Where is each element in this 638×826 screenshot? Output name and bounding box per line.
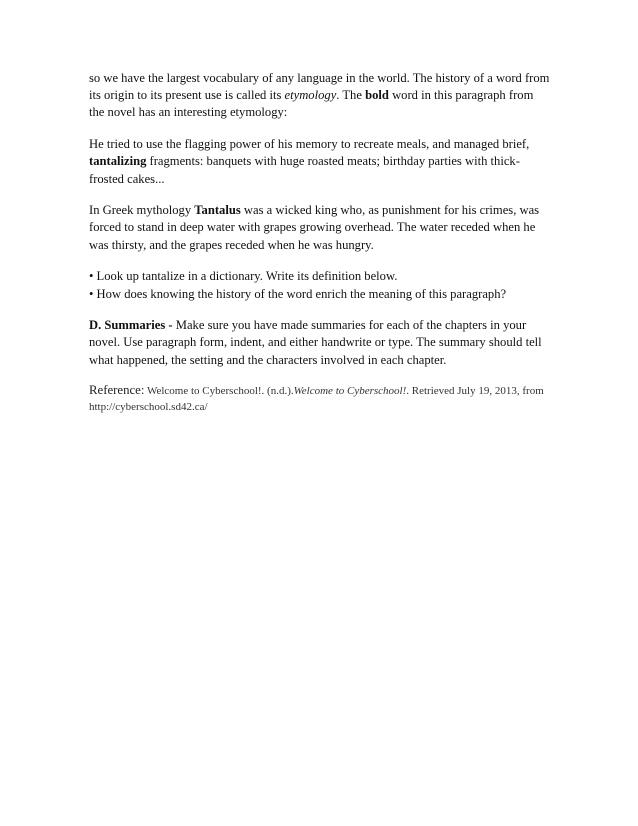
bullet-item-history: • How does knowing the history of the word enrich the meaning of this paragraph? (89, 286, 507, 301)
reference-text-1: Welcome to Cyberschool!. (n.d.). (144, 385, 294, 398)
bold-word: bold (365, 88, 389, 103)
summaries-paragraph (89, 317, 551, 369)
tantalus-text-2: was a wicked king who, as punishment for his crimes, was forced to stand in deep water with grapes growing overhead. The water receded when he was thirsty, and the grapes receded when he was hungry. (89, 203, 540, 252)
reference-label: Reference: (89, 383, 145, 398)
reference-paragraph (89, 383, 551, 415)
tantalus-word: Tantalus (194, 203, 241, 218)
etymology-term: etymology (284, 88, 337, 103)
summaries-heading: D. Summaries - (89, 318, 173, 333)
novel-quote-paragraph (89, 136, 551, 188)
bullet-item-dictionary: • Look up tantalize in a dictionary. Write its definition below. (89, 269, 398, 284)
reference-title: Welcome to Cyberschool! (293, 385, 407, 398)
quote-text-2: fragments: banquets with huge roasted meats; birthday parties with thick-frosted cakes... (89, 154, 520, 186)
etymology-text-2: . The (336, 88, 366, 103)
etymology-text-1: so we have the largest vocabulary of any language in the world. The history of a word from its origin to its present use is called its (89, 71, 550, 103)
document-body (89, 70, 551, 430)
quote-text-1: He tried to use the flagging power of his memory to recreate meals, and managed brief, (89, 137, 530, 152)
task-bullet-list (89, 268, 551, 302)
tantalus-paragraph (89, 202, 551, 254)
etymology-text-3: word in this paragraph from the novel has an interesting etymology: (89, 88, 534, 120)
reference-text-2: . Retrieved July 19, 2013, from http://cyberschool.sd42.ca/ (89, 385, 544, 413)
tantalizing-word: tantalizing (89, 154, 147, 169)
tantalus-text-1: In Greek mythology (89, 203, 195, 218)
etymology-paragraph (89, 70, 551, 122)
summaries-text: Make sure you have made summaries for each of the chapters in your novel. Use paragraph form, indent, and either handwrite or type. The summary should tell what happened, the setting and the characters involved in each chapter. (89, 318, 542, 367)
